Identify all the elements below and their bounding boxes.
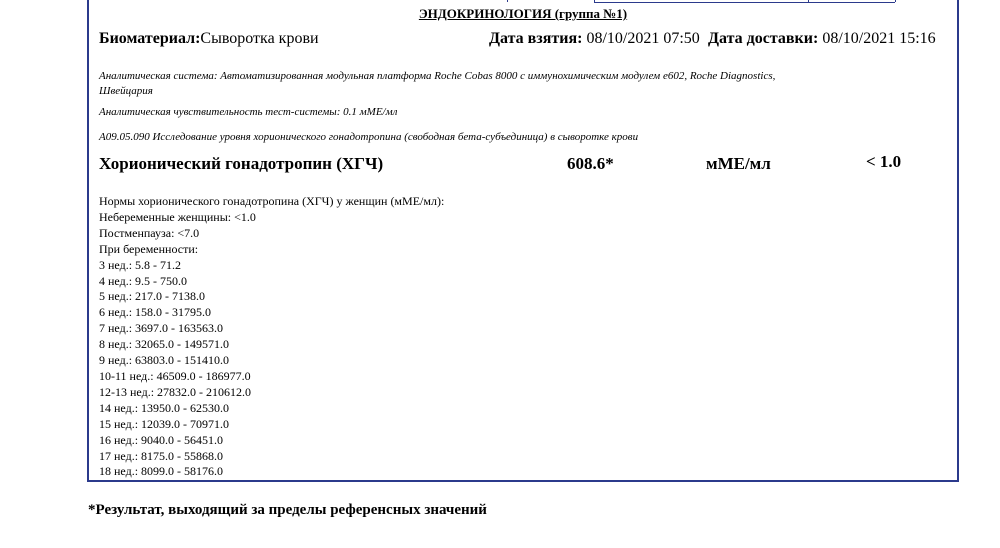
biomaterial-value: Сыворотка крови: [200, 30, 319, 47]
norms-line: 9 нед.: 63803.0 - 151410.0: [99, 353, 230, 368]
reference-norms-list: [99, 194, 444, 480]
norms-line: 6 нед.: 158.0 - 31795.0: [99, 305, 212, 320]
collection-date-row: [489, 30, 700, 48]
norms-line: При беременности:: [99, 241, 199, 256]
table-top-rule: [594, 2, 895, 3]
delivery-date-value: 08/10/2021 15:16: [822, 30, 936, 47]
out-of-range-footnote: *Результат, выходящий за пределы референсных значений: [88, 502, 487, 518]
norms-line: 10-11 нед.: 46509.0 - 186977.0: [99, 368, 251, 383]
result-value: 608.6*: [567, 154, 614, 173]
biomaterial-label: Биоматериал:: [99, 30, 201, 47]
norms-line: Нормы хорионического гонадотропина (ХГЧ) у женщин (мМЕ/мл):: [99, 194, 445, 208]
study-code-line: A09.05.090 Исследование уровня хорионического гонадотропина (свободная бета-субъединица) в сыворотке крови: [99, 131, 639, 143]
norms-line: 5 нед.: 217.0 - 7138.0: [99, 289, 206, 304]
norms-line: 18 нед.: 8099.0 - 58176.0: [99, 464, 224, 479]
section-title: ЭНДОКРИНОЛОГИЯ (группа №1): [418, 6, 628, 21]
norms-line: 12-13 нед.: 27832.0 - 210612.0: [99, 384, 252, 399]
result-unit: мМЕ/мл: [706, 154, 771, 173]
delivery-date-row: [708, 30, 936, 48]
collection-date-value: 08/10/2021 07:50: [586, 30, 700, 47]
norms-line: 4 нед.: 9.5 - 750.0: [99, 273, 188, 288]
sensitivity-line: Аналитическая чувствительность тест-системы: 0.1 мМЕ/мл: [99, 106, 398, 118]
analytic-system-line1: Аналитическая система: Автоматизированная модульная платформа Roche Cobas 8000 с иммунохимическим модулем е602, Roche Diagnostics,: [99, 70, 776, 82]
analytic-system-line2: Швейцария: [99, 85, 153, 97]
norms-line: 8 нед.: 32065.0 - 149571.0: [99, 337, 230, 352]
report-frame: [87, 0, 959, 482]
collection-date-label: Дата взятия:: [489, 30, 583, 47]
norms-line: 7 нед.: 3697.0 - 163563.0: [99, 321, 224, 336]
norms-line: 17 нед.: 8175.0 - 55868.0: [99, 448, 224, 463]
norms-line: 14 нед.: 13950.0 - 62530.0: [99, 400, 230, 415]
norms-line: 3 нед.: 5.8 - 71.2: [99, 257, 182, 272]
norms-line: 15 нед.: 12039.0 - 70971.0: [99, 416, 230, 431]
result-name: Хорионический гонадотропин (ХГЧ): [99, 154, 384, 173]
norms-line: Небеременные женщины: <1.0: [99, 209, 256, 224]
result-reference: < 1.0: [866, 152, 902, 171]
norms-line: Постменпауза: <7.0: [99, 225, 200, 240]
norms-line: 16 нед.: 9040.0 - 56451.0: [99, 432, 224, 447]
delivery-date-label: Дата доставки:: [708, 30, 819, 47]
biomaterial-row: [99, 30, 319, 48]
